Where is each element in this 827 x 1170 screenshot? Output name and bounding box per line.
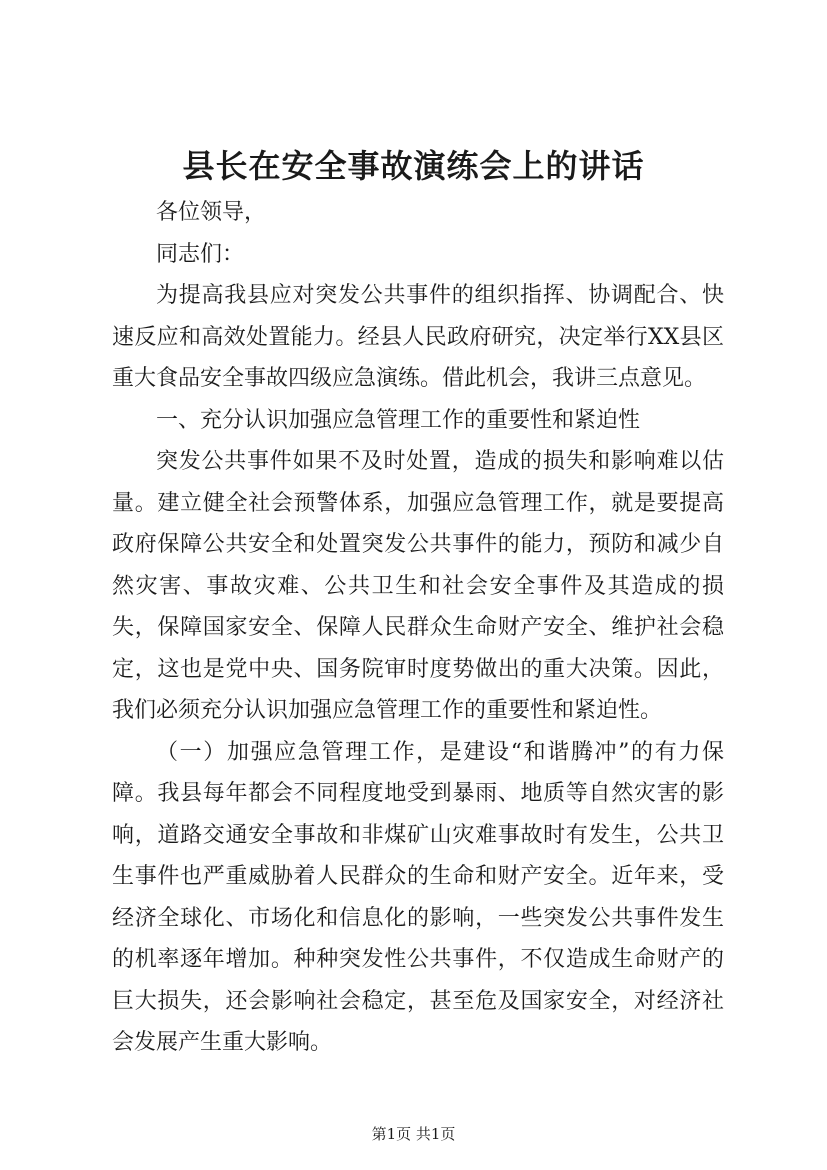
intro-paragraph: 为提高我县应对突发公共事件的组织指挥、协调配合、快速反应和高效处置能力。经县人民政府研究，决定举行XX县区重大食品安全事故四级应急演练。借此机会，我讲三点意见。 — [112, 283, 724, 391]
section-heading-1: 一、充分认识加强应急管理工作的重要性和紧迫性 — [156, 407, 641, 433]
document-body — [112, 192, 724, 1064]
salutation-leaders: 各位领导， — [156, 200, 267, 225]
body-paragraph: （一）加强应急管理工作，是建设“和谐腾冲”的有力保障。我县每年都会不同程度地受到暴雨、地质等自然灾害的影响，道路交通安全事故和非煤矿山灾难事故时有发生，公共卫生事件也严重威胁着人民群众的生命和财产安全。近年来，受经济全球化、市场化和信息化的影响，一些突发公共事件发生的机率逐年增加。种种突发性公共事件，不仅造成生命财产的巨大损失，还会影响社会稳定，甚至危及国家安全，对经济社会发展产生重大影响。 — [112, 739, 724, 1055]
page-footer: 第1页 共1页 — [371, 1125, 456, 1143]
body-paragraph: 突发公共事件如果不及时处置，造成的损失和影响难以估量。建立健全社会预警体系，加强应急管理工作，就是要提高政府保障公共安全和处置突发公共事件的能力，预防和减少自然灾害、事故灾难、公共卫生和社会安全事件及其造成的损失，保障国家安全、保障人民群众生命财产安全、维护社会稳定，这也是党中央、国务院审时度势做出的重大决策。因此，我们必须充分认识加强应急管理工作的重要性和紧迫性。 — [112, 449, 724, 723]
salutation-comrades: 同志们： — [156, 241, 245, 267]
document-title: 县长在安全事故演练会上的讲话 — [182, 147, 645, 185]
